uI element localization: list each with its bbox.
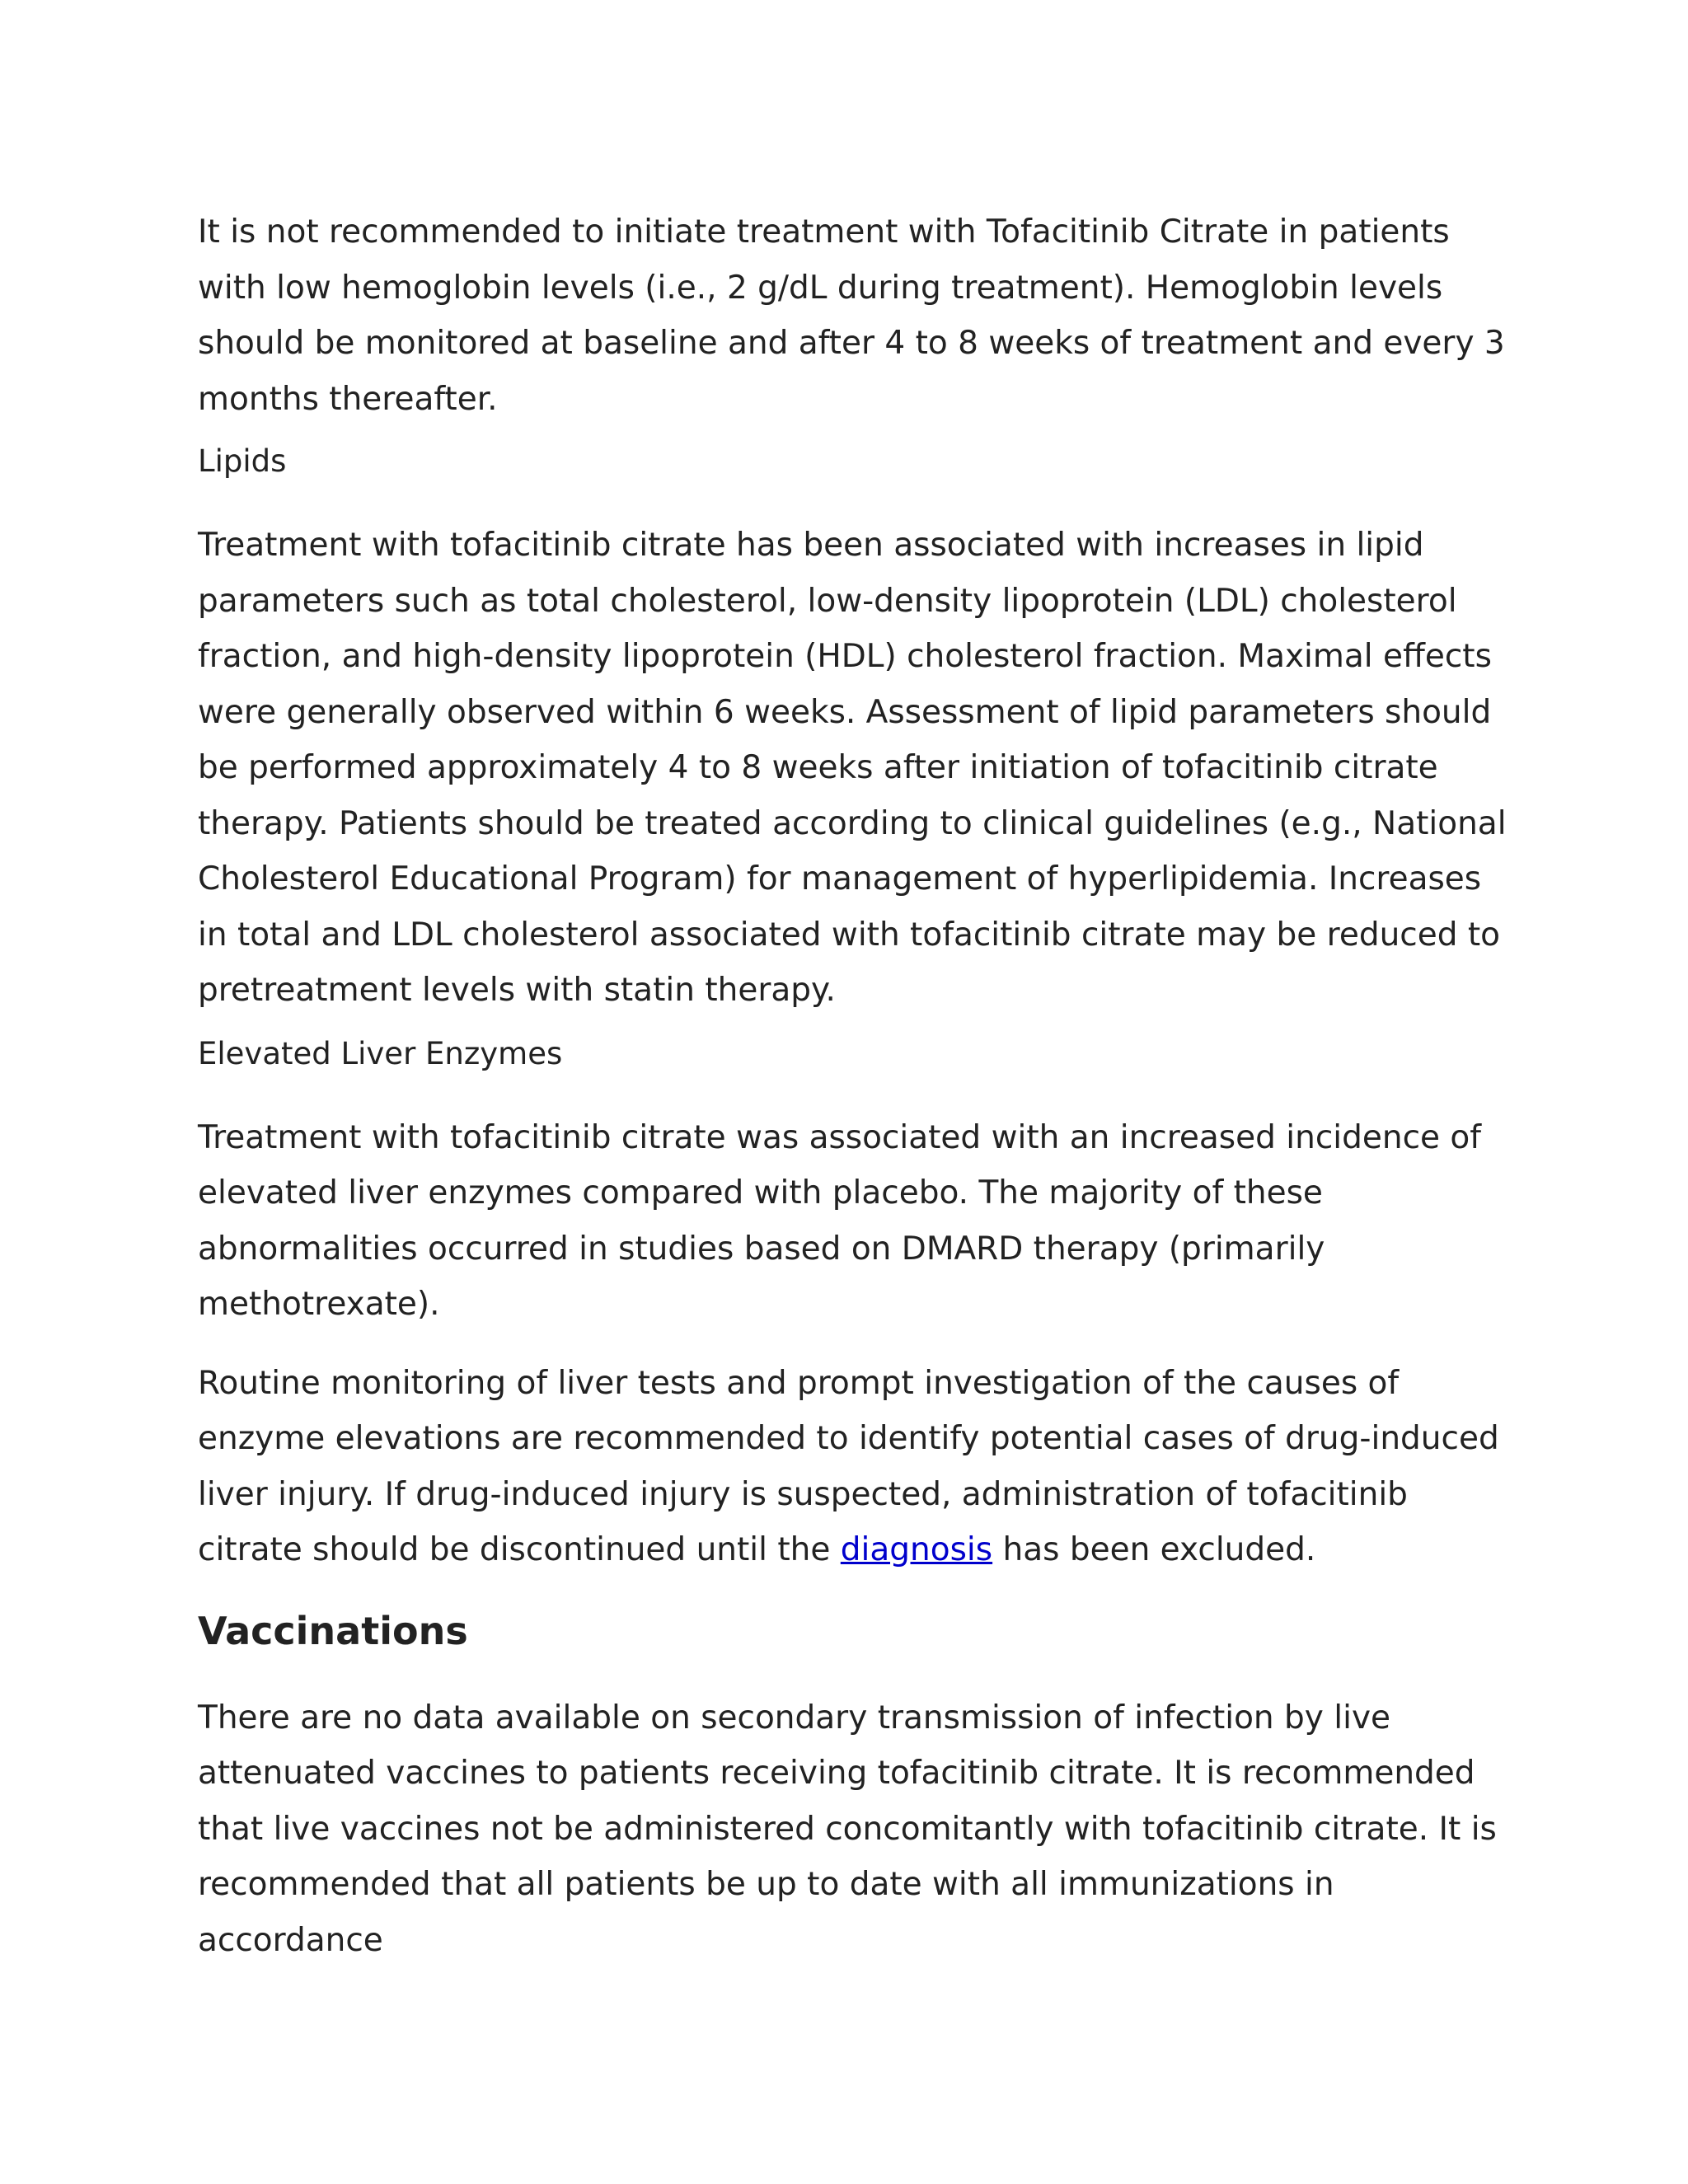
- heading-lipids: Lipids: [198, 443, 287, 479]
- paragraph-liver-enzymes: Treatment with tofacitinib citrate was associated with an increased incidence of elevated liver enzymes compared with placebo. The majority of these abnormalities occurred in studies based on DMARD therapy (primarily methotrexate).: [198, 1118, 1481, 1323]
- paragraph-hemoglobin: It is not recommended to initiate treatment with Tofacitinib Citrate in patients with low hemoglobin levels (i.e., 2 g/dL during treatment). Hemoglobin levels should be monitored at baseline and after 4 to 8 weeks of treatment and every 3 months thereafter.: [198, 213, 1505, 418]
- paragraph-vaccinations: There are no data available on secondary transmission of infection by live attenuated vaccines to patients receiving tofacitinib citrate. It is recommended that live vaccines not be administered concomitantly with tofacitinib citrate. It is recommended that all patients be up to date with all immunizations in accordance: [198, 1699, 1497, 1959]
- diagnosis-link[interactable]: diagnosis: [840, 1531, 993, 1568]
- liver-monitoring-text-start: Routine monitoring of liver tests and prompt investigation of the causes of enzyme elevations are recommended to identify potential cases of drug-induced liver injury. If drug-induced injury is suspected, administration of tofacitinib citrate should be discontinued until the: [198, 1364, 1499, 1568]
- document-body: [198, 204, 1517, 1968]
- heading-elevated-liver-enzymes: Elevated Liver Enzymes: [198, 1035, 563, 1071]
- paragraph-liver-monitoring: [198, 1356, 1517, 1578]
- paragraph-lipids: Treatment with tofacitinib citrate has been associated with increases in lipid parameters such as total cholesterol, low-density lipoprotein (LDL) cholesterol fraction, and high-density lipoprotein (HDL) cholesterol fraction. Maximal effects were generally observed within 6 weeks. Assessment of lipid parameters should be performed approximately 4 to 8 weeks after initiation of tofacitinib citrate therapy. Patients should be treated according to clinical guidelines (e.g., National Cholesterol Educational Program) for management of hyperlipidemia. Increases in total and LDL cholesterol associated with tofacitinib citrate may be reduced to pretreatment levels with statin therapy.: [198, 527, 1507, 1009]
- heading-vaccinations: Vaccinations: [198, 1608, 468, 1653]
- liver-monitoring-text-end: has been excluded.: [992, 1531, 1316, 1568]
